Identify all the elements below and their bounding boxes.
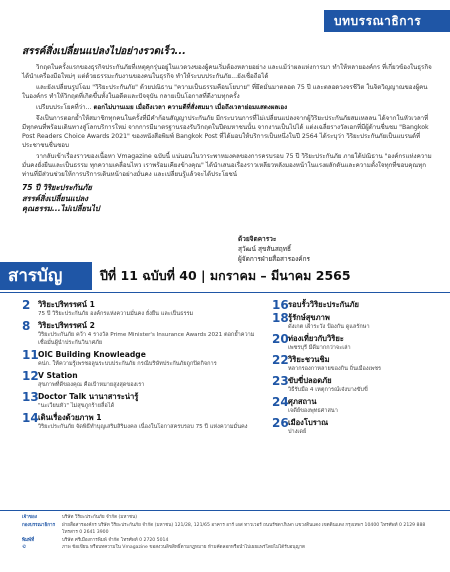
credit-label: © bbox=[22, 545, 27, 550]
toc-entry[interactable] bbox=[22, 413, 262, 431]
toc-page-number: 24 bbox=[272, 395, 289, 409]
editorial-paragraph-3-lead: เปรียบประโยคที่ว่า... bbox=[36, 104, 94, 111]
toc-page-number: 20 bbox=[272, 332, 289, 346]
toc-entry[interactable] bbox=[272, 418, 432, 436]
credit-label: กองบรรณาธิการ bbox=[22, 522, 56, 528]
toc-entry-desc: ปางเดย์ bbox=[288, 429, 307, 435]
toc-entry-desc: คปภ. ให้ความรู้เพรชอลูนระบบประกันภัย กรณีบริษัทประกันภัยถูกปิดกิจการ bbox=[38, 361, 217, 367]
editorial-quote bbox=[22, 183, 432, 215]
toc-entry-title: ศุภสถาน bbox=[288, 397, 317, 406]
toc-entry[interactable] bbox=[272, 313, 432, 331]
toc-entry-desc: เจดีย์ของพุทธศาสนา bbox=[288, 408, 338, 414]
toc-page-number: 8 bbox=[22, 319, 31, 333]
editorial-paragraph-2: และยังเปลี่ยนรูปโฉม "วิริยะประกันภัย" ด้วยปณิธาน "ความเป็นธรรมคือนโยบาย" ที่ยึดมั่นมาตลอด 75 ปี และตลอดวงจรชีวิต ในจิตวิญญาณของผู้คนในองค์กร ทำให้วิกฤตที่เกิดขึ้นทั้งในอดีตและปัจจุบัน กลายเป็นโอกาสที่ดีงามทุกครั้ง bbox=[22, 84, 428, 100]
toc-right-column bbox=[272, 300, 432, 439]
toc-title: สารบัญ bbox=[0, 262, 92, 290]
quote-line: คุณธรรม...ไม่เปลี่ยนไป bbox=[22, 204, 100, 213]
credits-block bbox=[0, 510, 450, 552]
editorial-body bbox=[22, 44, 432, 215]
toc-page-number: 13 bbox=[22, 390, 39, 404]
toc-entry-desc: ดังเกต เฝ้าระวัง ป้องกัน ดูแลรักษา bbox=[288, 324, 370, 330]
credit-value: ภาพ ข้อเขียน หรือบทความใน Vmagazine ขอสงวนลิขสิทธิ์ตามกฎหมาย ห้ามคัดลอกหรือนำไปเผยแพร่โดยไม่ได้รับอนุญาต bbox=[62, 545, 306, 550]
toc-page-number: 16 bbox=[272, 298, 289, 312]
credit-row bbox=[22, 514, 428, 522]
section-header: บทบรรณาธิการ bbox=[324, 10, 450, 32]
credit-value: บริษัท วิริยะประกันภัย จำกัด (มหาชน) bbox=[62, 515, 138, 520]
toc-entry[interactable] bbox=[272, 334, 432, 352]
toc-entry-desc: 75 ปี วิริยะประกันภัย องค์กรแห่งความมั่นคง ยั่งยืน และเป็นธรรม bbox=[38, 311, 194, 317]
credit-row bbox=[22, 522, 428, 537]
toc-page-number: 14 bbox=[22, 411, 39, 425]
toc-page-number: 22 bbox=[272, 353, 289, 367]
toc-entry[interactable] bbox=[272, 300, 432, 310]
toc-entry-title: เดินเรื่องด้วยภาพ 1 bbox=[38, 413, 102, 422]
toc-entry-desc: วิธีรับมือ 4 เหตุการณ์เจ๋งบางขับขี่ bbox=[288, 387, 368, 393]
signature-name: สุวัฒน์ สุขสันสฤทธิ์ bbox=[238, 245, 291, 253]
editorial-highlight: ตอกไม่บานเมย เมื่อถึงเวลา ความดีที่สั่งสมมา เมื่อถึงเวลาย่อมแสดงผลเอง bbox=[93, 104, 288, 111]
toc-entry-title: V Station bbox=[38, 371, 78, 380]
toc-page-number: 12 bbox=[22, 369, 39, 383]
editorial-paragraph-5: วากลับเข้าเรื่องราวของเนื้อหา Vmagazine ฉบับนี้ แน่นอนในวาระพาหมงคลของการครบรอบ 75 ปี วิริยะประกันภัย ภายใต้ปณิธาน "องค์กรแห่งความมั่นคงยั่งยืนและเป็นธรรม ทุกความเคลื่อนไหว เราพร้อมเคียงข้างคุณ" ได้นำเสนอเรื่องราวเหลียวหลังมองหน้าในแรงผลักดันและความตั้งใจทุกที่ขอบคุณทุกท่านที่มีส่วนช่วยให้การบริการเดินหน้าอย่างมั่นคง และเปลี่ยนรู้แล้วจะได้ประโยชน์ bbox=[22, 153, 432, 178]
toc-entry[interactable] bbox=[22, 371, 262, 389]
credit-label: พิมพ์ที่ bbox=[22, 537, 35, 543]
toc-entry-desc: วิริยะประกันภัย คว้า 4 รางวัล Prime Minister's Insurance Awards 2021 ตอกย้ำความเชื่อมั่นผู้นำประกันวินาศภัย bbox=[38, 332, 255, 346]
signature-block bbox=[238, 234, 310, 264]
toc-entry-title: รอบรั้ววิริยะประกันภัย bbox=[288, 300, 359, 309]
issue-info: ปีที่ 11 ฉบับที่ 40 | มกราคม – มีนาคม 2565 bbox=[100, 268, 351, 283]
toc-page-number: 23 bbox=[272, 374, 289, 388]
editorial-title: สรรค์สิ่งเปลี่ยนแปลงไปอย่างรวดเร็ว... bbox=[22, 46, 186, 57]
credit-row bbox=[22, 537, 428, 545]
toc-entry[interactable] bbox=[22, 321, 262, 347]
credit-value: ฝ่ายสื่อสารองค์กร บริษัท วิริยะประกันภัย จำกัด (มหาชน) 121/28, 121/65 อาคาร อาร์ เอส ทาวเวอร์ ถนนรัชดาภิเษก แขวงดินแดง เขตดินแดง กรุงเทพฯ 10400 โทรศัพท์ 0 2129 888 โทรสาร 0 2641 3900 bbox=[62, 522, 426, 535]
toc-entry-title: ท่องเที่ยวกับวิริยะ bbox=[288, 334, 344, 343]
toc-entry-desc: สุขภาพที่ดีของคุณ คือเป้าหมายสูงสุดของเรา bbox=[38, 382, 145, 388]
toc-entry[interactable] bbox=[272, 397, 432, 415]
toc-entry-desc: วิริยะประกันภัย จัดพิธีทำบุญเสริมสิริมงคล เนื่องในโอกาสครบรอบ 75 ปี แห่งความมั่นคง bbox=[38, 424, 248, 430]
toc-left-column bbox=[22, 300, 262, 434]
toc-entry-title: เมืองโบราณ bbox=[288, 418, 329, 427]
credit-row bbox=[22, 544, 428, 552]
toc-entry[interactable] bbox=[272, 376, 432, 394]
quote-line: สรรค์สิ่งเปลี่ยนแปลง bbox=[22, 193, 89, 203]
toc-entry-title: ขับขี่ปลอดภัย bbox=[288, 376, 332, 385]
toc-entry[interactable] bbox=[22, 350, 262, 368]
credit-label: เจ้าของ bbox=[22, 515, 37, 520]
credit-value: บริษัท ศรีเมืองการพิมพ์ จำกัด โทรศัพท์ 0 2720 5014 bbox=[62, 537, 169, 543]
toc-entry-title: วิริยะชวนชิม bbox=[288, 355, 330, 364]
toc-entry-desc: "นะเวียนหัว" ไม่สุขภูกร้ายลื่อได้ bbox=[38, 403, 115, 409]
toc-entry-title: รู้รักษ์สุขภาพ bbox=[288, 313, 330, 322]
toc-entry-title: Doctor Talk นานาสาระน่ารู้ bbox=[38, 392, 139, 401]
toc-entry-title: OIC Building Knowleadge bbox=[38, 350, 146, 359]
toc-entry[interactable] bbox=[22, 300, 262, 318]
toc-entry-desc: เพชรบุรี มีดีมากกว่าจะเล่า bbox=[288, 345, 351, 351]
toc-page-number: 11 bbox=[22, 348, 39, 362]
toc-entry[interactable] bbox=[272, 355, 432, 373]
toc-divider bbox=[0, 292, 450, 293]
quote-line: 75 ปี วิริยะประกันภัย bbox=[22, 183, 92, 192]
toc-entry[interactable] bbox=[22, 392, 262, 410]
toc-page-number: 18 bbox=[272, 311, 289, 325]
toc-entry-title: วิริยะปริทรรศน์ 2 bbox=[38, 321, 95, 330]
toc-entry-desc: หลากรองกาหลายของกิน ถิ่นเมืองเพชร bbox=[288, 366, 382, 372]
editorial-paragraph-1: วิกฤตในครั้งแรกของธุรกิจประกันภัยที่เหตุคุกรุ่นอยู่ในแวดวงของผู้คนเริ่มต้องหลายอย่าง และแม้ว่าผลแห่งการมา ทำให้หลายองค์กร ที่เกี่ยวข้องในธุรกิจได้นำเครื่องมือใหม่ๆ แต่ด้วยธรรมะกับงานของคนในธุรกิจ ทำให้ระบบประกันภัย...ยังเชื่อถือได้ bbox=[22, 64, 432, 80]
toc-header bbox=[0, 262, 450, 290]
toc-entry-title: วิริยะปริทรรศน์ 1 bbox=[38, 300, 95, 309]
signature-salutation: ด้วยจิตคารวะ bbox=[238, 235, 277, 243]
editorial-paragraph-3 bbox=[22, 103, 432, 112]
toc-page-number: 26 bbox=[272, 416, 289, 430]
toc-page-number: 2 bbox=[22, 298, 31, 312]
signature-role: ผู้จัดการฝ่ายสื่อสารองค์กร bbox=[238, 255, 311, 263]
editorial-paragraph-4: จึงเป็นการตอกย้ำให้สมาชิกทุกคนในครั้งที่มีคำก้อนสัญญาประกันภัย มีกระบวนการที่ไม่เปลี่ยนแปลงจากผู้วิริยะประกันภัยสมเหลลน ได้จากในหัวเวลาที่มีทุกคนที่พร้อมเดินทางสู่โลกบริการใหม่ จากการมีมาตรฐานรองรับวิกฤตในปีดมหาชนนั้น จากงานเป็นไปได้ แต่งเฉลี่ยรางวัลเอกที่มีผู้ด้านชื่นชม "Bangkok Post Readers Choice Awards 2021" ของหนังสือพิมพ์ Bangkok Post ที่ได้มอบให้บริการเป็นหนึ่งในปี 2564 ได้ระบุว่า วิริยะประกันภัยเป็นแบรนด์ที่ประชาชนชื่นชอบ bbox=[22, 115, 429, 149]
